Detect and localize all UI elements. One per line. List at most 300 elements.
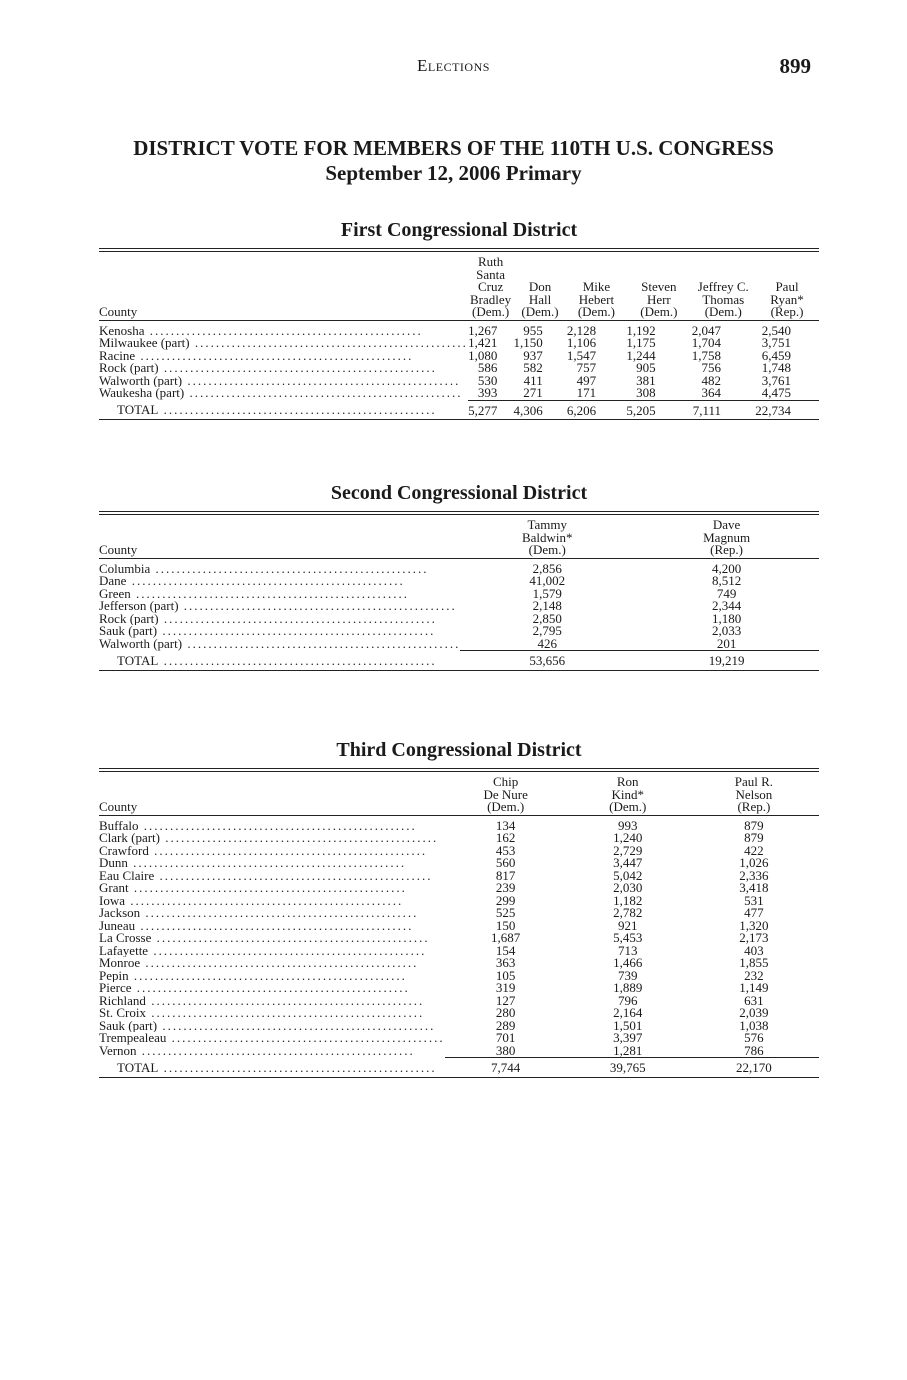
- county-name: Racine: [99, 349, 136, 362]
- candidate-name-line: Hebert: [578, 291, 615, 307]
- vote-cell: 1,281: [613, 1042, 643, 1058]
- vote-cell: 127: [495, 992, 516, 1008]
- table-row: [99, 1020, 819, 1033]
- vote-cell: 482: [701, 372, 722, 388]
- candidate-name-line: De Nure: [483, 786, 528, 802]
- vote-cell: 1,855: [739, 955, 769, 970]
- table-row: [99, 832, 819, 845]
- county-cell: [99, 558, 460, 575]
- vote-cell: 1,026: [739, 855, 769, 870]
- candidate-name-line: Jeffrey C.: [697, 279, 749, 294]
- candidate-column-header: [755, 252, 819, 320]
- county-name: Grant: [99, 882, 129, 895]
- vote-cell: 905: [636, 360, 656, 375]
- dot-leader: ....................................................: [154, 869, 433, 882]
- vote-cell: 582: [523, 360, 543, 375]
- county-cell: [99, 895, 445, 908]
- candidate-name-line: Hall: [528, 291, 552, 307]
- table-row: [99, 1007, 819, 1020]
- candidate-name-line: Ron: [616, 774, 639, 789]
- vote-cell: 162: [495, 830, 516, 845]
- vote-cell: 713: [617, 942, 638, 958]
- county-cell: [99, 957, 445, 970]
- dot-leader: ....................................................: [125, 894, 404, 907]
- candidate-name-line: Tammy: [527, 517, 568, 532]
- vote-cell: 403: [744, 942, 764, 958]
- county-name: Pepin: [99, 969, 129, 982]
- vote-table: [99, 772, 819, 1078]
- vote-cell: 1,421: [468, 335, 498, 350]
- vote-cell: 586: [477, 360, 498, 375]
- total-label-cell: [99, 651, 460, 671]
- total-vote-cell: 22,734: [755, 400, 819, 420]
- county-name: Walworth (part): [99, 374, 183, 387]
- dot-leader: ....................................................: [157, 625, 436, 638]
- vote-cell: 3,761: [761, 372, 791, 388]
- vote-cell: 41,002: [529, 573, 566, 588]
- dot-leader: ....................................................: [138, 817, 417, 832]
- candidate-name-line: Bradley: [470, 291, 512, 307]
- county-cell: [99, 970, 445, 983]
- candidate-column-header: [626, 252, 691, 320]
- candidate-name-line: Ruth: [477, 254, 504, 269]
- vote-cell: 171: [576, 385, 597, 400]
- candidate-name-line: Don: [528, 279, 552, 294]
- candidate-column-header: [468, 252, 513, 320]
- table-row: [99, 625, 819, 638]
- vote-cell: 1,889: [613, 980, 643, 995]
- total-vote-cell: 5,277: [468, 400, 513, 420]
- vote-cell: 289: [495, 1017, 516, 1033]
- dot-leader: ....................................................: [160, 832, 439, 845]
- dot-leader: ....................................................: [140, 907, 419, 920]
- table-row: [99, 613, 819, 626]
- county-name: Clark (part): [99, 832, 161, 845]
- table-row: [99, 558, 819, 575]
- candidate-column-header: [460, 515, 634, 558]
- dot-leader: ....................................................: [135, 919, 414, 932]
- dot-leader: ....................................................: [148, 844, 428, 857]
- vote-cell: 453: [495, 842, 516, 858]
- district-section-second: [99, 481, 819, 671]
- total-vote-cell: 7,744: [445, 1058, 567, 1078]
- county-cell: [99, 982, 445, 995]
- county-name: Pierce: [99, 982, 132, 995]
- page-title: [0, 136, 907, 186]
- dot-leader: ....................................................: [127, 857, 407, 870]
- vote-cell: 749: [716, 585, 737, 601]
- candidate-name-line: Chip: [493, 774, 519, 789]
- county-name: Walworth (part): [99, 637, 183, 651]
- vote-cell: 2,148: [532, 598, 562, 613]
- county-cell: [99, 1032, 445, 1045]
- table-row: [99, 932, 819, 945]
- vote-cell: 756: [701, 360, 722, 375]
- county-name: Eau Claire: [99, 869, 155, 882]
- candidate-column-header: [513, 252, 566, 320]
- county-cell: [99, 907, 445, 920]
- vote-cell: 3,397: [613, 1030, 643, 1045]
- district-section-first: [99, 218, 819, 420]
- table-row: [99, 957, 819, 970]
- vote-cell: 3,751: [761, 335, 791, 350]
- vote-cell: 3,418: [739, 880, 769, 895]
- vote-cell: 4,200: [711, 560, 742, 576]
- table-row: [99, 387, 819, 400]
- table-row: [99, 575, 819, 588]
- vote-cell: 2,782: [613, 905, 643, 920]
- total-vote-cell: 4,306: [513, 400, 566, 420]
- vote-cell: 280: [495, 1005, 516, 1020]
- title-line-2: September 12, 2006 Primary: [325, 161, 582, 185]
- vote-cell: 1,150: [513, 335, 543, 350]
- county-cell: [99, 320, 468, 337]
- dot-leader: ....................................................: [136, 1044, 415, 1058]
- vote-cell: 757: [576, 360, 597, 375]
- vote-cell: 1,466: [613, 955, 643, 970]
- vote-cell: 576: [744, 1030, 764, 1045]
- dot-leader: ....................................................: [158, 402, 437, 418]
- county-cell: [99, 625, 460, 638]
- vote-cell: 2,047: [691, 322, 722, 338]
- county-name: Milwaukee (part): [99, 337, 190, 350]
- county-name: Rock (part): [99, 362, 159, 375]
- total-vote-cell: 39,765: [567, 1058, 689, 1078]
- candidate-name-line: Paul R.: [734, 774, 774, 789]
- vote-cell: 937: [523, 347, 543, 363]
- vote-cell: 2,795: [532, 623, 562, 638]
- county-column-header: County: [99, 252, 468, 320]
- table-row: [99, 1045, 819, 1058]
- county-name: Rock (part): [99, 612, 159, 625]
- county-cell: [99, 575, 460, 588]
- candidate-party: (Dem.): [471, 304, 510, 319]
- candidate-column-header: [567, 772, 689, 815]
- vote-cell: 381: [636, 372, 656, 388]
- candidate-party: (Rep.): [710, 542, 744, 557]
- vote-cell: 817: [495, 867, 516, 883]
- table-row: [99, 870, 819, 883]
- vote-cell: 497: [576, 372, 597, 388]
- vote-cell: 422: [744, 842, 764, 858]
- county-name: Jackson: [99, 907, 141, 920]
- vote-cell: 1,547: [566, 347, 597, 363]
- vote-cell: 271: [523, 385, 543, 400]
- county-cell: [99, 882, 445, 895]
- vote-cell: 2,033: [711, 623, 742, 638]
- district-title: First Congressional District: [340, 219, 578, 241]
- county-cell: [99, 845, 445, 858]
- county-cell: [99, 588, 460, 601]
- total-label: TOTAL: [117, 652, 159, 668]
- dot-leader: ....................................................: [151, 932, 430, 945]
- vote-cell: 701: [495, 1030, 516, 1045]
- county-name: Crawford: [99, 844, 149, 857]
- vote-cell: 531: [744, 892, 764, 908]
- vote-cell: 1,758: [691, 347, 722, 363]
- county-name: Dane: [99, 575, 127, 588]
- vote-cell: 2,540: [761, 322, 791, 338]
- vote-cell: 1,080: [468, 347, 498, 363]
- county-cell: [99, 337, 468, 350]
- dot-leader: ....................................................: [158, 652, 437, 668]
- vote-cell: 364: [701, 385, 722, 400]
- vote-cell: 1,182: [613, 892, 643, 908]
- vote-cell: 1,149: [739, 980, 769, 995]
- county-name: Iowa: [99, 894, 125, 907]
- vote-cell: 525: [495, 905, 516, 920]
- vote-cell: 363: [495, 955, 516, 970]
- county-name: St. Croix: [99, 1007, 146, 1020]
- county-name: Kenosha: [99, 322, 145, 337]
- table-row: [99, 882, 819, 895]
- vote-cell: 1,175: [626, 335, 656, 350]
- dot-leader: ....................................................: [131, 982, 410, 995]
- vote-cell: 560: [495, 855, 516, 870]
- candidate-name-line: Kind*: [611, 786, 644, 802]
- vote-cell: 3,447: [613, 855, 643, 870]
- vote-cell: 380: [495, 1042, 516, 1058]
- vote-cell: 477: [744, 905, 764, 920]
- county-column-header: County: [99, 772, 445, 815]
- vote-cell: 150: [495, 917, 516, 933]
- table-row: [99, 907, 819, 920]
- dot-leader: ....................................................: [140, 957, 419, 970]
- vote-cell: 879: [744, 817, 764, 833]
- county-name: Dunn: [99, 857, 128, 870]
- dot-leader: ....................................................: [166, 1032, 445, 1045]
- vote-cell: 319: [495, 980, 516, 995]
- vote-cell: 2,336: [739, 867, 769, 883]
- county-cell: [99, 387, 468, 400]
- dot-leader: ....................................................: [130, 587, 410, 600]
- table-row: [99, 1032, 819, 1045]
- section-title: Elections: [417, 56, 490, 75]
- dot-leader: ....................................................: [158, 362, 437, 375]
- candidate-party: (Dem.): [521, 304, 559, 319]
- county-cell: [99, 362, 468, 375]
- candidate-name-line: Steven: [641, 279, 677, 294]
- dot-leader: ....................................................: [150, 560, 429, 575]
- vote-cell: 2,164: [613, 1005, 643, 1020]
- table-row: [99, 895, 819, 908]
- county-name: Columbia: [99, 560, 151, 575]
- dot-leader: ....................................................: [126, 575, 405, 588]
- vote-cell: 201: [716, 635, 737, 651]
- vote-cell: 299: [495, 892, 516, 908]
- vote-cell: 5,453: [613, 930, 643, 945]
- vote-cell: 1,687: [491, 930, 521, 945]
- table-row: [99, 857, 819, 870]
- dot-leader: ....................................................: [184, 387, 463, 400]
- candidate-name-line: Herr: [646, 291, 671, 307]
- county-cell: [99, 870, 445, 883]
- district-title: Third Congressional District: [336, 739, 582, 761]
- vote-cell: 1,192: [626, 322, 656, 338]
- vote-cell: 530: [477, 372, 498, 388]
- vote-cell: 134: [495, 817, 516, 833]
- county-name: Sauk (part): [99, 1019, 158, 1032]
- candidate-name-line: Santa Cruz: [476, 266, 506, 294]
- county-cell: [99, 1007, 445, 1020]
- county-cell: [99, 613, 460, 626]
- vote-cell: 796: [617, 992, 638, 1008]
- table-row: [99, 970, 819, 983]
- county-cell: [99, 1045, 445, 1058]
- table-row: [99, 638, 819, 651]
- district-section-third: [99, 738, 819, 1078]
- vote-cell: 1,320: [739, 917, 769, 933]
- county-name: Sauk (part): [99, 625, 158, 638]
- candidate-column-header: [689, 772, 819, 815]
- candidate-column-header: [445, 772, 567, 815]
- total-label: TOTAL: [117, 402, 159, 418]
- vote-table: [99, 252, 819, 420]
- county-cell: [99, 815, 445, 832]
- dot-leader: ....................................................: [144, 322, 423, 337]
- vote-cell: 1,106: [566, 335, 597, 350]
- table-row: [99, 845, 819, 858]
- vote-cell: 1,501: [613, 1017, 643, 1033]
- vote-cell: 2,729: [613, 842, 643, 858]
- county-cell: [99, 375, 468, 388]
- vote-cell: 2,030: [613, 880, 643, 895]
- vote-cell: 2,039: [739, 1005, 769, 1020]
- candidate-party: (Dem.): [487, 799, 525, 814]
- vote-cell: 1,180: [711, 610, 742, 626]
- dot-leader: ....................................................: [158, 612, 437, 625]
- dot-leader: ....................................................: [182, 637, 461, 651]
- vote-cell: 2,173: [739, 930, 769, 945]
- table-row: [99, 995, 819, 1008]
- district-title: Second Congressional District: [330, 482, 588, 504]
- vote-cell: 921: [617, 917, 638, 933]
- county-column-header: County: [99, 515, 460, 558]
- county-name: Jefferson (part): [99, 600, 179, 613]
- county-name: Monroe: [99, 957, 141, 970]
- vote-cell: 739: [617, 967, 638, 983]
- county-name: Waukesha (part): [99, 387, 185, 400]
- title-line-1: DISTRICT VOTE FOR MEMBERS OF THE 110TH U.S. CONGRESS: [133, 136, 774, 160]
- candidate-name-line: Ryan*: [770, 291, 804, 307]
- total-label-cell: [99, 400, 468, 420]
- running-head: [0, 52, 907, 82]
- candidate-party: (Dem.): [640, 304, 678, 319]
- table-row: [99, 815, 819, 832]
- vote-cell: 393: [477, 385, 498, 400]
- table-row: [99, 600, 819, 613]
- dot-leader: ....................................................: [178, 600, 457, 613]
- candidate-party: (Dem.): [609, 799, 647, 814]
- vote-cell: 232: [744, 967, 764, 983]
- candidate-name-line: Paul: [775, 279, 799, 294]
- vote-cell: 2,850: [532, 610, 562, 626]
- table-row: [99, 588, 819, 601]
- county-cell: [99, 995, 445, 1008]
- candidate-name-line: Mike: [582, 279, 611, 294]
- total-vote-cell: 6,206: [567, 400, 626, 420]
- county-cell: [99, 1020, 445, 1033]
- candidate-column-header: [692, 252, 755, 320]
- dot-leader: ....................................................: [148, 944, 427, 957]
- county-name: Trempealeau: [99, 1032, 167, 1045]
- total-vote-cell: 22,170: [689, 1058, 819, 1078]
- candidate-name-line: Nelson: [735, 786, 773, 802]
- county-cell: [99, 920, 445, 933]
- vote-cell: 993: [617, 817, 638, 833]
- vote-cell: 1,748: [761, 360, 791, 375]
- table-row: [99, 945, 819, 958]
- county-name: La Crosse: [99, 932, 152, 945]
- county-name: Buffalo: [99, 817, 139, 832]
- vote-cell: 154: [495, 942, 516, 958]
- dot-leader: ....................................................: [158, 1059, 437, 1075]
- vote-cell: 955: [523, 322, 543, 338]
- vote-cell: 2,344: [711, 598, 742, 613]
- candidate-name-line: Thomas: [702, 291, 745, 307]
- vote-cell: 786: [744, 1042, 764, 1058]
- candidate-column-header: [567, 252, 626, 320]
- county-cell: [99, 600, 460, 613]
- county-cell: [99, 638, 460, 651]
- total-row: [99, 400, 819, 420]
- vote-cell: 2,856: [532, 560, 562, 576]
- total-vote-cell: 5,205: [626, 400, 691, 420]
- candidate-party: (Rep.): [737, 799, 771, 814]
- candidate-party: (Dem.): [528, 542, 566, 557]
- dot-leader: ....................................................: [189, 337, 468, 350]
- vote-cell: 411: [523, 372, 543, 388]
- vote-cell: 4,475: [761, 385, 791, 400]
- county-name: Lafayette: [99, 944, 149, 957]
- county-name: Green: [99, 587, 131, 600]
- county-cell: [99, 857, 445, 870]
- total-vote-cell: 53,656: [460, 651, 634, 671]
- county-cell: [99, 832, 445, 845]
- vote-cell: 879: [744, 830, 764, 845]
- vote-cell: 1,267: [468, 322, 498, 338]
- dot-leader: ....................................................: [128, 882, 407, 895]
- vote-cell: 1,038: [739, 1017, 769, 1033]
- vote-cell: 239: [495, 880, 516, 895]
- total-row: [99, 651, 819, 671]
- candidate-party: (Rep.): [770, 304, 804, 319]
- candidate-party: (Dem.): [704, 304, 742, 319]
- candidate-party: (Dem.): [577, 304, 616, 319]
- vote-table: [99, 515, 819, 671]
- dot-leader: ....................................................: [182, 374, 461, 387]
- dot-leader: ....................................................: [128, 969, 407, 982]
- vote-cell: 1,244: [626, 347, 656, 363]
- candidate-column-header: [634, 515, 819, 558]
- vote-cell: 8,512: [711, 573, 742, 588]
- total-row: [99, 1058, 819, 1078]
- table-row: [99, 920, 819, 933]
- candidate-name-line: Dave: [712, 517, 741, 532]
- vote-cell: 631: [744, 992, 764, 1008]
- candidate-name-line: Magnum: [703, 529, 751, 545]
- total-label: TOTAL: [117, 1059, 159, 1075]
- vote-cell: 6,459: [761, 347, 791, 363]
- total-label-cell: [99, 1058, 445, 1078]
- vote-cell: 1,240: [613, 830, 643, 845]
- vote-cell: 308: [636, 385, 656, 400]
- vote-cell: 2,128: [566, 322, 597, 338]
- dot-leader: ....................................................: [135, 349, 414, 362]
- vote-cell: 426: [537, 635, 557, 651]
- county-cell: [99, 350, 468, 363]
- county-name: Vernon: [99, 1044, 137, 1058]
